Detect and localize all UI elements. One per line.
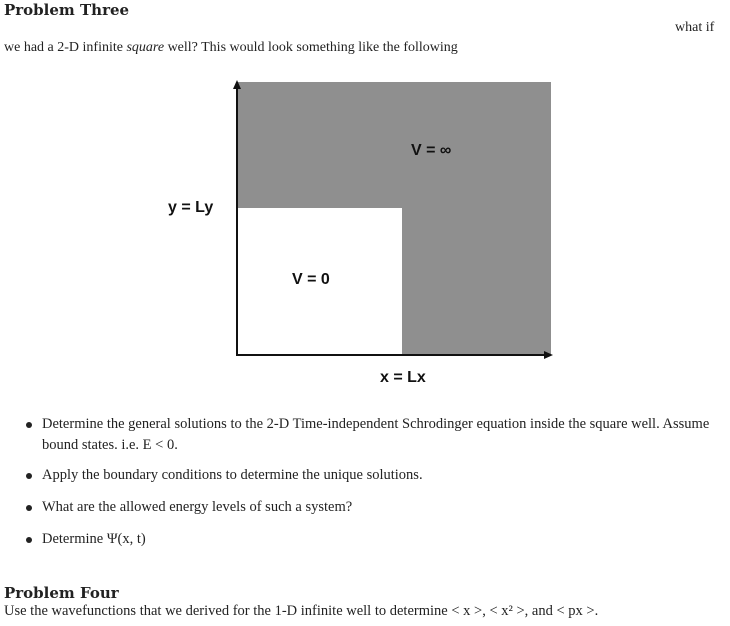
intro-emphasis: square [126,40,165,55]
v-zero-label: V = 0 [292,271,330,288]
list-item [26,465,726,486]
task-text: What are the allowed energy levels of such a system? [42,499,353,515]
problem-four-title: Problem Four [4,584,119,602]
list-item [26,414,726,456]
list-item [26,497,726,518]
task-list [26,414,726,550]
task-text: Determine the general solutions to the 2-D Time-independent Schrodinger equation inside the square well. Assume bound states. i.e. E < 0. [42,416,710,453]
x-boundary-label: x = Lx [380,369,426,386]
task-text: Determine Ψ(x, t) [42,531,146,547]
intro-after: well? This would look something like the following [164,40,458,55]
problem-four-text: Use the wavefunctions that we derived for the 1-D infinite well to determine < x >, < x² >, and < px >. [4,603,599,619]
y-boundary-label: y = Ly [168,199,214,216]
task-text: Apply the boundary conditions to determine the unique solutions. [42,467,423,483]
list-item [26,529,726,550]
v-infinity-label: V = ∞ [411,142,452,159]
intro-before: we had a 2-D infinite [4,40,127,55]
problem-three-title: Problem Three [4,1,130,19]
what-if-text: what if [675,20,715,35]
